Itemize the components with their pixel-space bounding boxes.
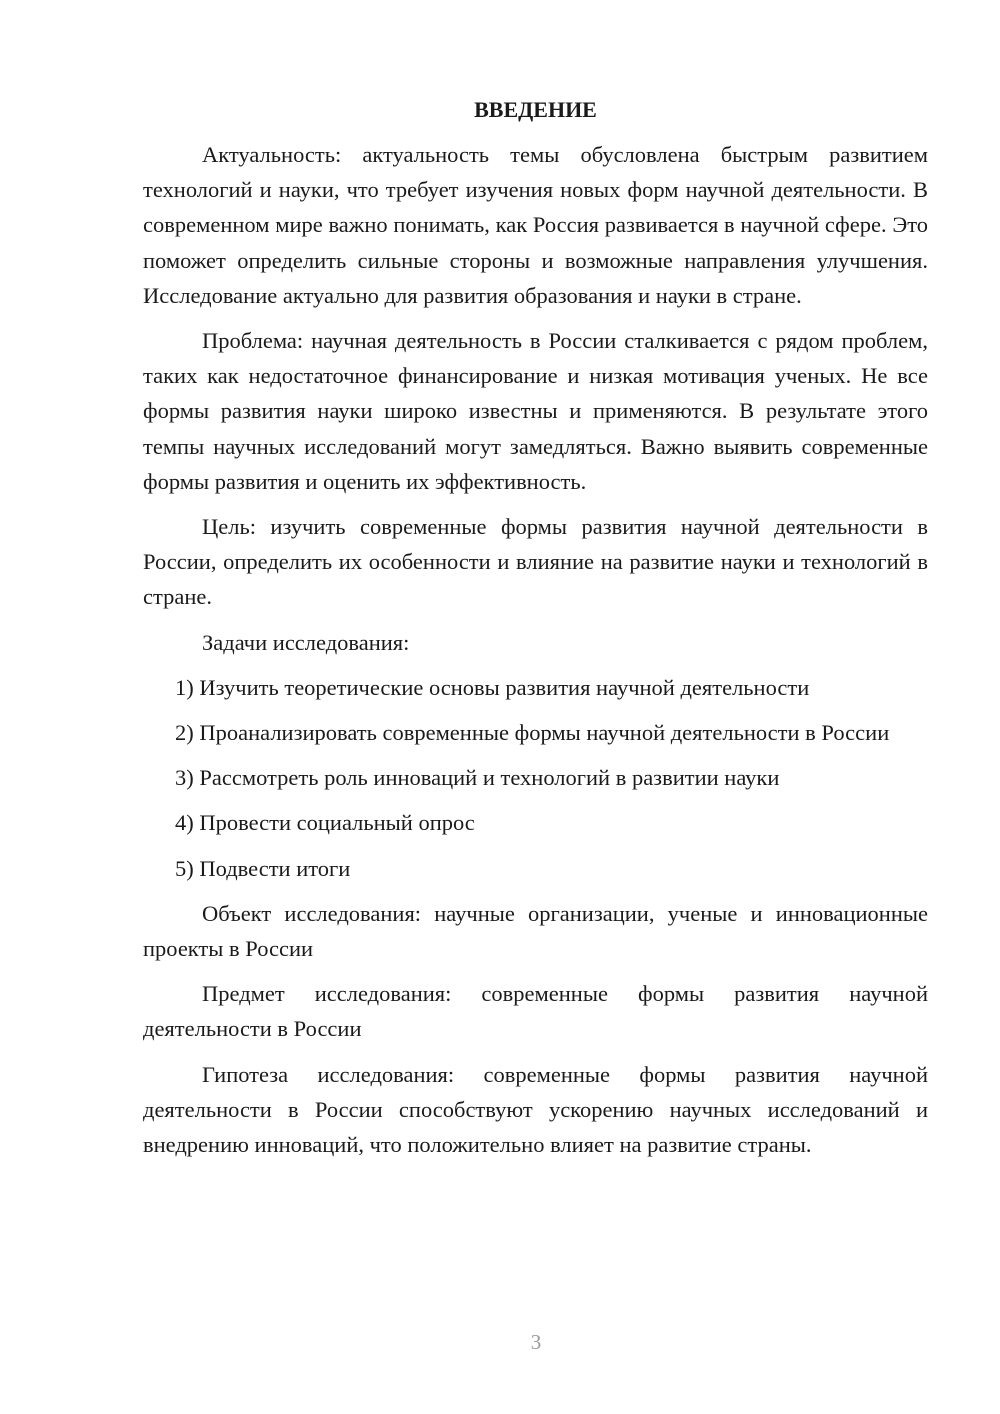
goal-paragraph: Цель: изучить современные формы развития научной деятельности в России, определить их особенности и влияние на развитие науки и технологий в стране.: [143, 514, 928, 610]
task-item: 1) Изучить теоретические основы развития научной деятельности: [175, 674, 810, 700]
relevance-paragraph: Актуальность: актуальность темы обусловлена быстрым развитием технологий и науки, что требует изучения новых форм научной деятельности. В современном мире важно понимать, как Россия развивается в научной сфере. Это поможет определить сильные стороны и возможные направления улучшения. Исследование актуально для развития образования и науки в стране.: [143, 142, 928, 308]
tasks-label: Задачи исследования:: [202, 629, 410, 655]
tasks-list: [143, 670, 928, 886]
problem-paragraph: Проблема: научная деятельность в России сталкивается с рядом проблем, таких как недостаточное финансирование и низкая мотивация ученых. Не все формы развития науки широко известны и применяются. В результате этого темпы научных исследований могут замедляться. Важно выявить современные формы развития и оценить их эффективность.: [143, 328, 928, 494]
hypothesis-paragraph: Гипотеза исследования: современные формы развития научной деятельности в России способствуют ускорению научных исследований и внедрению инноваций, что положительно влияет на развитие страны.: [143, 1061, 928, 1158]
task-item: 5) Подвести итоги: [175, 855, 351, 881]
subject-paragraph: Предмет исследования: современные формы развития научной деятельности в России: [143, 981, 928, 1042]
task-item: 2) Проанализировать современные формы научной деятельности в России: [175, 720, 890, 746]
page-number: 3: [530, 1330, 542, 1354]
task-item: 4) Провести социальный опрос: [175, 810, 475, 836]
section-title: ВВЕДЕНИЕ: [474, 97, 597, 122]
document-page: [143, 95, 928, 1172]
task-item: 3) Рассмотреть роль инноваций и технологий в развитии науки: [175, 765, 780, 791]
object-paragraph: Объект исследования: научные организации, ученые и инновационные проекты в России: [143, 900, 928, 962]
